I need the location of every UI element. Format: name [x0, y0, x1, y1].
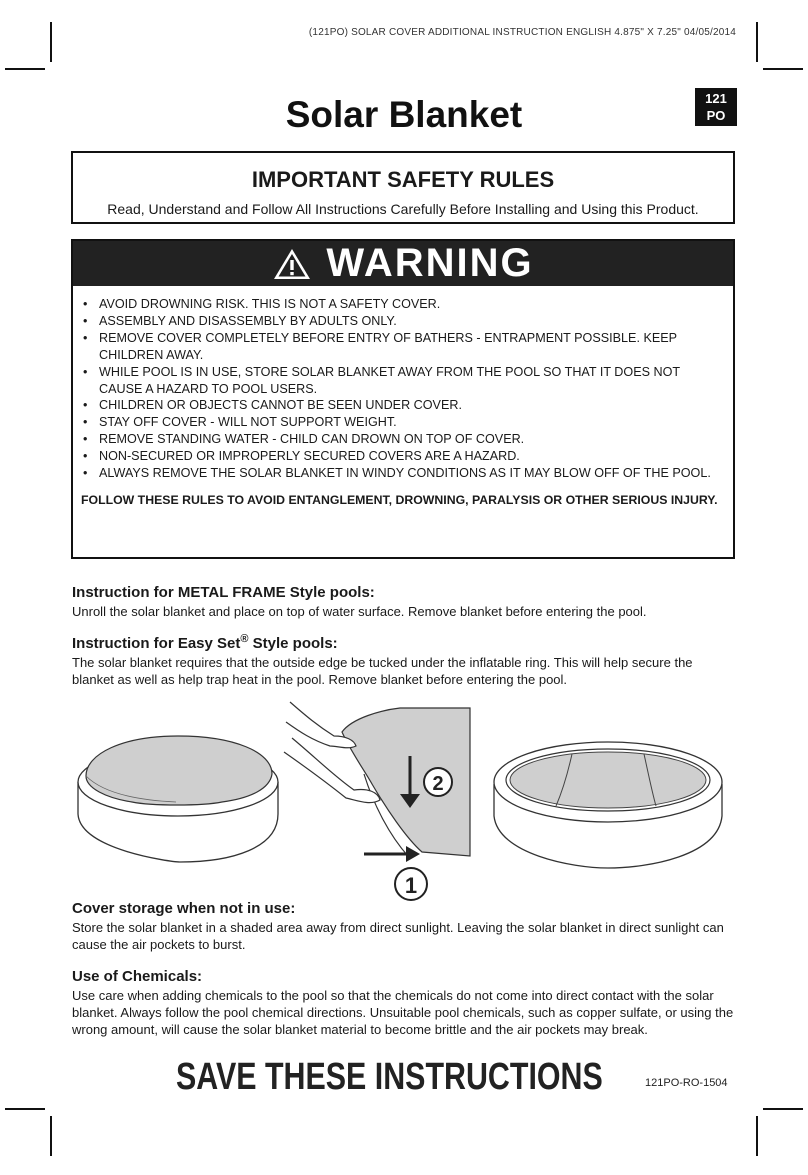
safety-rules-box	[71, 151, 735, 224]
save-instructions-heading: SAVE THESE INSTRUCTIONS	[176, 1056, 603, 1098]
document-code: 121PO-RO-1504	[645, 1077, 728, 1089]
easy-set-section	[72, 633, 736, 688]
crop-mark	[756, 22, 758, 62]
crop-mark	[756, 1116, 758, 1156]
safety-subheading: Read, Understand and Follow All Instructions Carefully Before Installing and Using this Product.	[107, 201, 699, 217]
badge-number: 121	[705, 91, 727, 106]
step-2-label: 2	[432, 773, 444, 795]
warning-header	[73, 241, 733, 286]
warning-item: • REMOVE COVER COMPLETELY BEFORE ENTRY OF BATHERS - ENTRAPMENT POSSIBLE. KEEP CHILDREN AWAY.	[81, 330, 719, 364]
open-pool-drawing	[494, 742, 722, 868]
metal-frame-body: Unroll the solar blanket and place on top of water surface. Remove blanket before entering the pool.	[72, 604, 647, 619]
warning-item: • AVOID DROWNING RISK. THIS IS NOT A SAFETY COVER.	[81, 296, 719, 313]
metal-frame-heading: Instruction for METAL FRAME Style pools:	[72, 584, 375, 601]
crop-mark	[5, 68, 45, 70]
step-1-label: 1	[404, 873, 418, 898]
print-spec-line: (121PO) SOLAR COVER ADDITIONAL INSTRUCTION ENGLISH 4.875" X 7.25" 04/05/2014	[308, 27, 736, 38]
registered-mark: ®	[240, 633, 249, 645]
tucking-detail-drawing	[284, 702, 470, 900]
warning-item: • NON-SECURED OR IMPROPERLY SECURED COVERS ARE A HAZARD.	[81, 448, 719, 465]
chemicals-heading: Use of Chemicals:	[72, 968, 203, 985]
page-title: Solar Blanket	[285, 94, 523, 135]
warning-item: • CHILDREN OR OBJECTS CANNOT BE SEEN UNDER COVER.	[81, 397, 719, 414]
pool-cover-illustration	[72, 696, 736, 906]
crop-mark	[50, 1116, 52, 1156]
easy-set-heading-text: Instruction for Easy Set	[72, 635, 241, 652]
storage-heading: Cover storage when not in use:	[72, 900, 296, 917]
warning-box	[71, 239, 735, 559]
crop-mark	[5, 1108, 45, 1110]
badge-code: PO	[706, 108, 726, 123]
warning-item: • WHILE POOL IS IN USE, STORE SOLAR BLANKET AWAY FROM THE POOL SO THAT IT DOES NOT CAUSE A HAZARD TO POOL USERS.	[81, 364, 719, 398]
warning-list	[73, 286, 733, 482]
warning-triangle-icon	[272, 247, 312, 281]
warning-final-note: FOLLOW THESE RULES TO AVOID ENTANGLEMENT, DROWNING, PARALYSIS OR OTHER SERIOUS INJURY.	[81, 492, 718, 507]
warning-item: • STAY OFF COVER - WILL NOT SUPPORT WEIGHT.	[81, 414, 719, 431]
warning-item: • ASSEMBLY AND DISASSEMBLY BY ADULTS ONLY.	[81, 313, 719, 330]
warning-word: WARNING	[326, 241, 534, 285]
easy-set-body: The solar blanket requires that the outside edge be tucked under the inflatable ring. This will help secure the blanket as well as help trap heat in the pool. Remove blanket before entering the pool.	[72, 655, 693, 687]
covered-pool-drawing	[78, 736, 278, 862]
chemicals-section	[72, 968, 736, 1038]
crop-mark	[763, 1108, 803, 1110]
crop-mark	[763, 68, 803, 70]
safety-heading: IMPORTANT SAFETY RULES	[251, 167, 555, 192]
crop-mark	[50, 22, 52, 62]
easy-set-heading-suffix: Style pools:	[248, 635, 338, 652]
chemicals-body: Use care when adding chemicals to the pool so that the chemicals do not come into direct contact with the solar blanket. Always follow the pool chemical directions. Unsuitable pool chemicals, such as copper sulfate, or using the wrong amount, will cause the solar blanket material to become brittle and the air pockets may break.	[72, 988, 734, 1037]
warning-item: • REMOVE STANDING WATER - CHILD CAN DROWN ON TOP OF COVER.	[81, 431, 719, 448]
warning-item: • ALWAYS REMOVE THE SOLAR BLANKET IN WINDY CONDITIONS AS IT MAY BLOW OFF OF THE POOL.	[81, 465, 719, 482]
easy-set-heading	[72, 633, 736, 652]
storage-section	[72, 900, 736, 953]
metal-frame-section	[72, 584, 736, 620]
storage-body: Store the solar blanket in a shaded area away from direct sunlight. Leaving the solar blanket in direct sunlight can cause the air pockets to burst.	[72, 920, 724, 952]
